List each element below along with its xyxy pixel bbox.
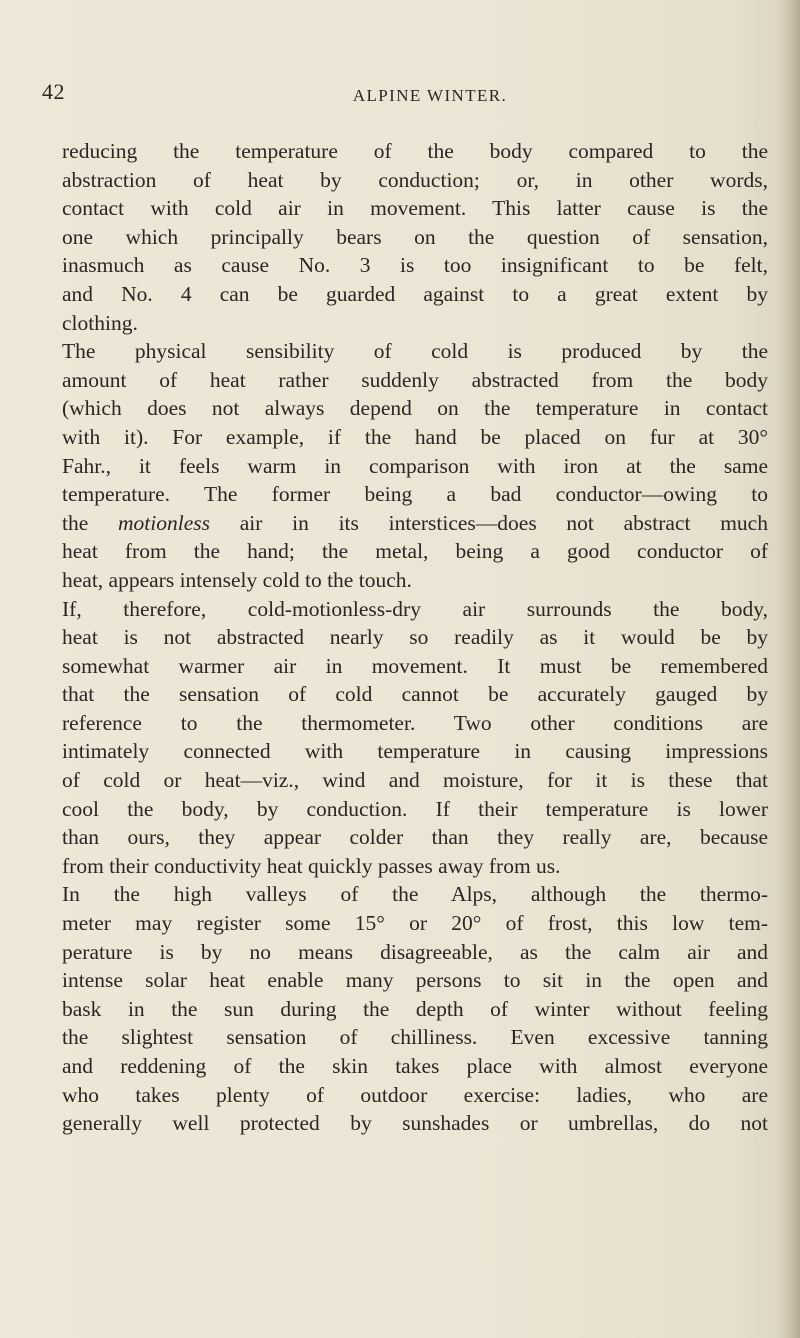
text-line: and reddening of the skin takes place with almost everyone (62, 1054, 768, 1078)
text-line: contact with cold air in movement. This latter cause is the (62, 196, 768, 221)
text-line: reference to the thermometer. Two other conditions are (62, 710, 768, 735)
text-line: bask in the sun during the depth of winter without feeling (62, 996, 768, 1021)
text-line: with it). For example, if the hand be placed on fur at 30° (62, 424, 768, 449)
page-edge-shadow (778, 0, 800, 1338)
page-number: 42 (42, 79, 65, 104)
text-line: heat from the hand; the metal, being a good conductor of (62, 539, 768, 564)
text-line: If, therefore, cold-motionless-dry air surrounds the body, (62, 596, 768, 621)
text-line: amount of heat rather suddenly abstracted from the body (62, 367, 768, 392)
text-line: one which principally bears on the question of sensation, (62, 224, 768, 249)
text-line: and No. 4 can be guarded against to a great extent by (62, 281, 768, 306)
text-line: who takes plenty of outdoor exercise: ladies, who are (62, 1082, 768, 1107)
text-line: perature is by no means disagreeable, as the calm air and (62, 939, 768, 964)
text-line-italic-emphasis (62, 509, 768, 538)
text-line: temperature. The former being a bad conductor—owing to (62, 482, 768, 507)
text-line: The physical sensibility of cold is produced by the (62, 339, 768, 364)
text-segment: the (62, 510, 118, 535)
text-line: abstraction of heat by conduction; or, in other words, (62, 167, 768, 192)
text-line: somewhat warmer air in movement. It must be remembered (62, 653, 768, 678)
text-line: intimately connected with temperature in causing impressions (62, 739, 768, 764)
text-line: heat is not abstracted nearly so readily as it would be by (62, 625, 768, 650)
italic-word: motionless (118, 510, 210, 535)
text-line: In the high valleys of the Alps, although the thermo- (62, 882, 768, 907)
text-line: inasmuch as cause No. 3 is too insignificant to be felt, (62, 253, 768, 278)
text-segment: air in its interstices—does not abstract much (209, 510, 768, 535)
text-line: of cold or heat—viz., wind and moisture, for it is these that (62, 768, 768, 793)
body-text (62, 137, 768, 1138)
text-line: meter may register some 15° or 20° of frost, this low tem- (62, 911, 768, 936)
text-line: clothing. (62, 310, 138, 335)
text-line: reducing the temperature of the body compared to the (62, 139, 768, 163)
text-line: that the sensation of cold cannot be accurately gauged by (62, 682, 768, 707)
running-title: ALPINE WINTER. (352, 86, 508, 105)
text-line: Fahr., it feels warm in comparison with iron at the same (62, 453, 768, 478)
text-line: (which does not always depend on the temperature in contact (62, 396, 768, 421)
text-line: than ours, they appear colder than they really are, because (62, 825, 768, 850)
text-line: intense solar heat enable many persons to sit in the open and (62, 968, 768, 993)
text-line: heat, appears intensely cold to the touch. (62, 567, 412, 592)
text-line: the slightest sensation of chilliness. Even excessive tanning (62, 1025, 768, 1050)
text-line: cool the body, by conduction. If their temperature is lower (62, 796, 768, 821)
text-line: generally well protected by sunshades or umbrellas, do not (62, 1111, 768, 1136)
text-line: from their conductivity heat quickly passes away from us. (62, 853, 561, 878)
